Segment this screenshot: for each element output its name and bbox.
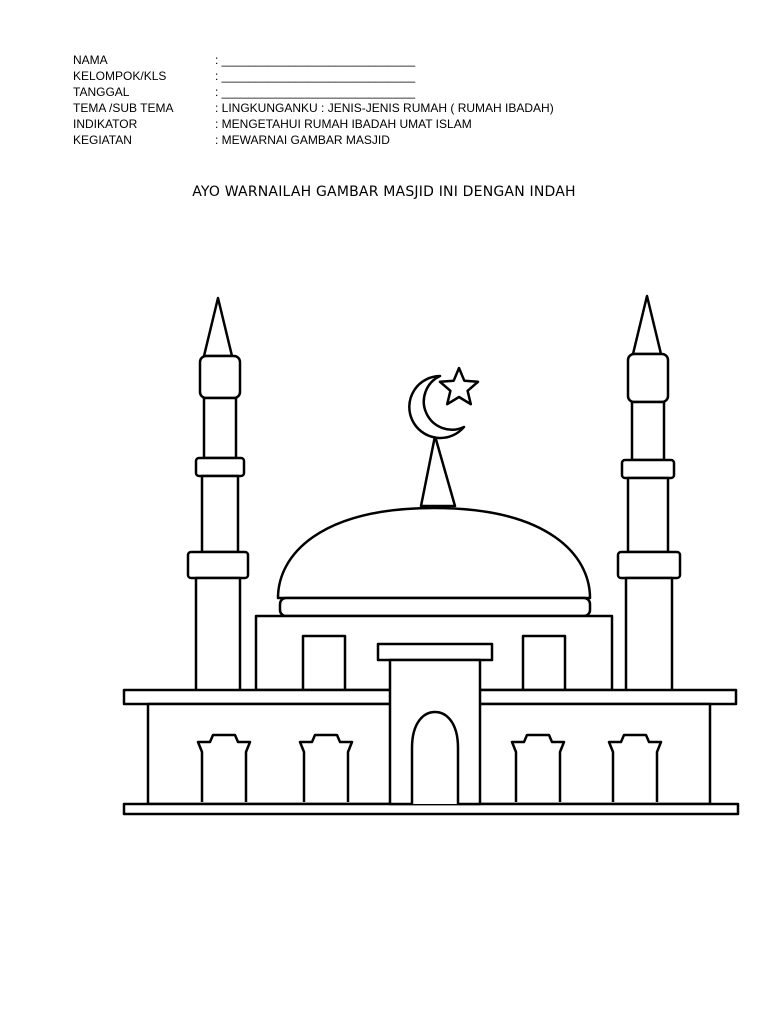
info-label: TEMA /SUB TEMA	[73, 101, 174, 115]
dome	[278, 508, 590, 616]
right-minaret	[618, 296, 680, 692]
info-label: KELOMPOK/KLS	[73, 69, 167, 83]
worksheet-title: AYO WARNAILAH GAMBAR MASJID INI DENGAN INDAH	[192, 184, 576, 200]
info-label: TANGGAL	[73, 85, 130, 99]
info-value: : _____________________________	[215, 53, 416, 67]
info-value: : _____________________________	[215, 85, 416, 99]
crescent-star-finial	[409, 368, 478, 506]
info-label: INDIKATOR	[73, 117, 138, 131]
info-value: : _____________________________	[215, 69, 416, 83]
info-label: NAMA	[73, 53, 108, 67]
info-value: : MENGETAHUI RUMAH IBADAH UMAT ISLAM	[215, 117, 472, 131]
info-label: KEGIATAN	[73, 133, 132, 147]
info-value: : LINGKUNGANKU : JENIS-JENIS RUMAH ( RUMAH IBADAH)	[215, 101, 554, 115]
info-value: : MEWARNAI GAMBAR MASJID	[215, 133, 390, 147]
left-minaret	[188, 298, 248, 692]
entrance-portal	[378, 644, 492, 804]
